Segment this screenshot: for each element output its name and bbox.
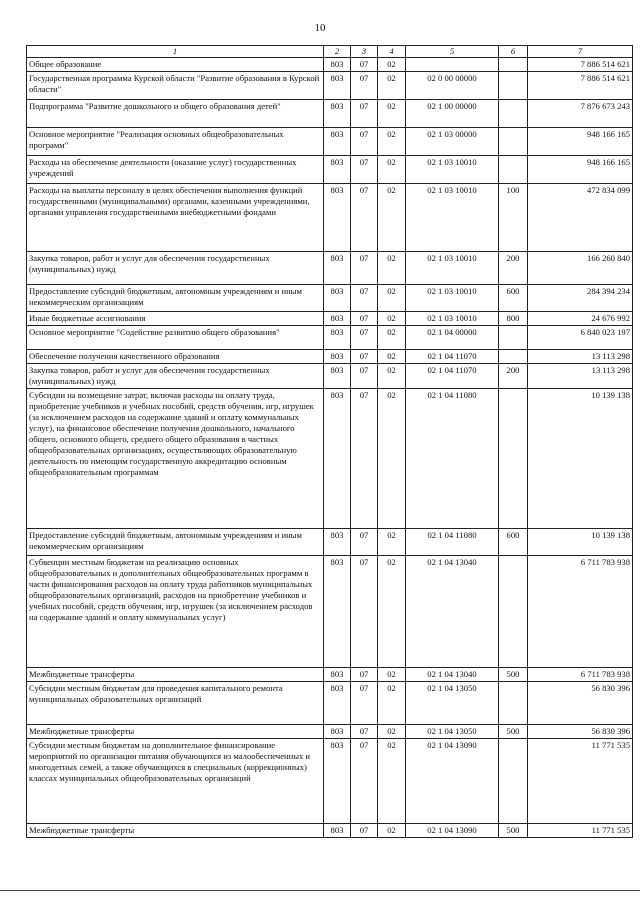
row-target-cell: 02 1 04 13040 [406,556,499,668]
row-code-cell: 02 [378,58,406,72]
row-code-cell: 07 [351,72,378,100]
row-code-cell: 803 [324,128,351,156]
table-row [27,58,633,72]
row-code-cell: 07 [351,682,378,725]
row-name-cell: Субсидии местным бюджетам для проведения капитального ремонта муниципальных образовательных организаций [27,682,324,725]
row-target-cell: 02 1 04 11080 [406,529,499,556]
row-type-cell [499,739,528,824]
row-code-cell: 02 [378,312,406,326]
table-row [27,100,633,128]
row-amount-cell: 166 260 840 [528,252,633,285]
row-target-cell [406,58,499,72]
row-code-cell: 07 [351,668,378,682]
row-code-cell: 02 [378,824,406,838]
row-code-cell: 02 [378,668,406,682]
row-code-cell: 803 [324,389,351,529]
row-amount-cell: 56 830 396 [528,725,633,739]
row-target-cell: 02 1 04 11070 [406,364,499,389]
row-type-cell [499,58,528,72]
row-target-cell: 02 1 03 10010 [406,252,499,285]
row-name-cell: Субсидии на возмещение затрат, включая расходы на оплату труда, приобретение учебников и учебных пособий, средств обучения, игр, игрушек (за исключением расходов на содержание зданий и оплату коммунальных услуг), на финансовое обеспечение получения дошкольного, начального общего, основного общего, среднего общего образования в частных общеобразовательных организациях, осуществляющих образовательную деятельность по имеющим государственную аккредитацию основным общеобразовательным программам [27,389,324,529]
table-row [27,252,633,285]
row-target-cell: 02 1 03 10010 [406,156,499,184]
row-code-cell: 02 [378,725,406,739]
row-code-cell: 803 [324,556,351,668]
table-row [27,285,633,312]
header-row [27,46,633,58]
row-type-cell [499,72,528,100]
row-code-cell: 02 [378,72,406,100]
row-code-cell: 02 [378,252,406,285]
table-row [27,529,633,556]
column-header: 2 [324,46,351,58]
row-code-cell: 803 [324,156,351,184]
row-code-cell: 07 [351,389,378,529]
row-target-cell: 02 0 00 00000 [406,72,499,100]
row-code-cell: 803 [324,58,351,72]
row-amount-cell: 7 886 514 621 [528,72,633,100]
row-amount-cell: 6 711 783 938 [528,668,633,682]
table-row [27,668,633,682]
row-target-cell: 02 1 03 00000 [406,128,499,156]
budget-table [26,45,633,838]
row-code-cell: 803 [324,350,351,364]
row-name-cell: Основное мероприятие "Содействие развитию общего образования" [27,326,324,350]
row-code-cell: 07 [351,100,378,128]
row-code-cell: 07 [351,184,378,252]
row-code-cell: 02 [378,100,406,128]
row-code-cell: 02 [378,350,406,364]
table-row [27,739,633,824]
row-amount-cell: 7 886 514 621 [528,58,633,72]
column-header: 4 [378,46,406,58]
row-name-cell: Межбюджетные трансферты [27,668,324,682]
row-code-cell: 07 [351,312,378,326]
row-type-cell: 500 [499,725,528,739]
row-code-cell: 07 [351,156,378,184]
row-amount-cell: 6 711 783 938 [528,556,633,668]
row-amount-cell: 948 166 165 [528,156,633,184]
row-code-cell: 07 [351,725,378,739]
column-header: 6 [499,46,528,58]
row-name-cell: Подпрограмма "Развитие дошкольного и общего образования детей" [27,100,324,128]
row-name-cell: Субвенции местным бюджетам на реализацию основных общеобразовательных и дополнительных общеобразовательных программ в части финансирования расходов на оплату труда работников муниципальных общеобразовательных организаций, расходов на приобретение учебников и учебных пособий, средств обучения, игр, игрушек (за исключением расходов на содержание зданий и оплату коммунальных услуг) [27,556,324,668]
row-code-cell: 07 [351,58,378,72]
row-code-cell: 02 [378,529,406,556]
row-code-cell: 803 [324,72,351,100]
row-target-cell: 02 1 03 10010 [406,285,499,312]
row-code-cell: 07 [351,128,378,156]
column-header: 5 [406,46,499,58]
row-name-cell: Предоставление субсидий бюджетным, автономным учреждениям и иным некоммерческим организациям [27,529,324,556]
row-amount-cell: 10 139 138 [528,529,633,556]
row-type-cell: 500 [499,824,528,838]
row-code-cell: 02 [378,364,406,389]
row-type-cell [499,389,528,529]
row-type-cell [499,128,528,156]
row-amount-cell: 6 840 023 197 [528,326,633,350]
row-type-cell [499,326,528,350]
column-header: 7 [528,46,633,58]
row-amount-cell: 56 830 396 [528,682,633,725]
table-row [27,350,633,364]
table-row [27,128,633,156]
row-target-cell: 02 1 04 11080 [406,389,499,529]
row-amount-cell: 10 139 138 [528,389,633,529]
table-row [27,72,633,100]
column-header: 1 [27,46,324,58]
row-code-cell: 07 [351,556,378,668]
row-target-cell: 02 1 00 00000 [406,100,499,128]
row-name-cell: Общее образование [27,58,324,72]
row-type-cell: 800 [499,312,528,326]
row-name-cell: Расходы на обеспечение деятельности (оказание услуг) государственных учреждений [27,156,324,184]
row-code-cell: 07 [351,285,378,312]
table-row [27,156,633,184]
row-target-cell: 02 1 03 10010 [406,312,499,326]
row-code-cell: 803 [324,184,351,252]
table-row [27,389,633,529]
row-code-cell: 803 [324,725,351,739]
table-row [27,556,633,668]
row-target-cell: 02 1 04 13090 [406,739,499,824]
table-row [27,184,633,252]
row-type-cell: 200 [499,252,528,285]
row-target-cell: 02 1 03 10010 [406,184,499,252]
row-code-cell: 07 [351,364,378,389]
row-type-cell: 600 [499,529,528,556]
row-code-cell: 07 [351,350,378,364]
row-code-cell: 803 [324,824,351,838]
row-name-cell: Предоставление субсидий бюджетным, автономным учреждениям и иным некоммерческим организациям [27,285,324,312]
row-target-cell: 02 1 04 13050 [406,725,499,739]
row-amount-cell: 13 113 298 [528,364,633,389]
row-code-cell: 803 [324,364,351,389]
row-code-cell: 02 [378,326,406,350]
row-name-cell: Расходы на выплаты персоналу в целях обеспечения выполнения функций государственными (муниципальными) органами, казенными учреждениями, органами управления государственными внебюджетными фондами [27,184,324,252]
row-target-cell: 02 1 04 13040 [406,668,499,682]
table-row [27,312,633,326]
row-target-cell: 02 1 04 13050 [406,682,499,725]
row-amount-cell: 11 771 535 [528,739,633,824]
row-code-cell: 803 [324,668,351,682]
table-row [27,824,633,838]
row-code-cell: 02 [378,389,406,529]
row-code-cell: 803 [324,529,351,556]
row-type-cell [499,156,528,184]
row-amount-cell: 472 834 099 [528,184,633,252]
row-code-cell: 803 [324,682,351,725]
row-name-cell: Межбюджетные трансферты [27,824,324,838]
table-row [27,326,633,350]
row-code-cell: 02 [378,556,406,668]
row-code-cell: 02 [378,739,406,824]
row-amount-cell: 7 876 673 243 [528,100,633,128]
row-code-cell: 803 [324,326,351,350]
row-code-cell: 07 [351,739,378,824]
row-target-cell: 02 1 04 00000 [406,326,499,350]
row-code-cell: 07 [351,252,378,285]
row-name-cell: Межбюджетные трансферты [27,725,324,739]
row-type-cell [499,556,528,668]
row-code-cell: 07 [351,326,378,350]
row-code-cell: 803 [324,312,351,326]
row-code-cell: 07 [351,824,378,838]
column-header: 3 [351,46,378,58]
row-amount-cell: 284 394 234 [528,285,633,312]
row-target-cell: 02 1 04 11070 [406,350,499,364]
table-row [27,725,633,739]
page-number: 10 [314,22,326,34]
row-code-cell: 02 [378,682,406,725]
row-type-cell [499,350,528,364]
row-amount-cell: 11 771 535 [528,824,633,838]
table-row [27,682,633,725]
row-type-cell: 200 [499,364,528,389]
row-target-cell: 02 1 04 13090 [406,824,499,838]
row-code-cell: 07 [351,529,378,556]
row-type-cell [499,682,528,725]
row-type-cell: 500 [499,668,528,682]
row-code-cell: 803 [324,285,351,312]
row-type-cell: 600 [499,285,528,312]
row-code-cell: 803 [324,252,351,285]
row-name-cell: Государственная программа Курской области "Развитие образования в Курской области" [27,72,324,100]
row-code-cell: 803 [324,100,351,128]
row-code-cell: 02 [378,156,406,184]
row-code-cell: 02 [378,285,406,312]
row-code-cell: 02 [378,128,406,156]
row-code-cell: 02 [378,184,406,252]
row-name-cell: Закупка товаров, работ и услуг для обеспечения государственных (муниципальных) нужд [27,364,324,389]
row-name-cell: Закупка товаров, работ и услуг для обеспечения государственных (муниципальных) нужд [27,252,324,285]
row-name-cell: Обеспечение получения качественного образования [27,350,324,364]
row-code-cell: 803 [324,739,351,824]
row-amount-cell: 948 166 165 [528,128,633,156]
row-type-cell [499,100,528,128]
row-amount-cell: 24 676 992 [528,312,633,326]
row-name-cell: Основное мероприятие "Реализация основных общеобразовательных программ" [27,128,324,156]
row-amount-cell: 13 113 298 [528,350,633,364]
bottom-rule [0,890,640,891]
table-body [27,58,633,838]
row-type-cell: 100 [499,184,528,252]
row-name-cell: Иные бюджетные ассигнования [27,312,324,326]
row-name-cell: Субсидии местным бюджетам на дополнительное финансирование мероприятий по организации питания обучающихся из малообеспеченных и многодетных семей, а также обучающихся в специальных (коррекционных) классах муниципальных общеобразовательных организаций [27,739,324,824]
table-row [27,364,633,389]
